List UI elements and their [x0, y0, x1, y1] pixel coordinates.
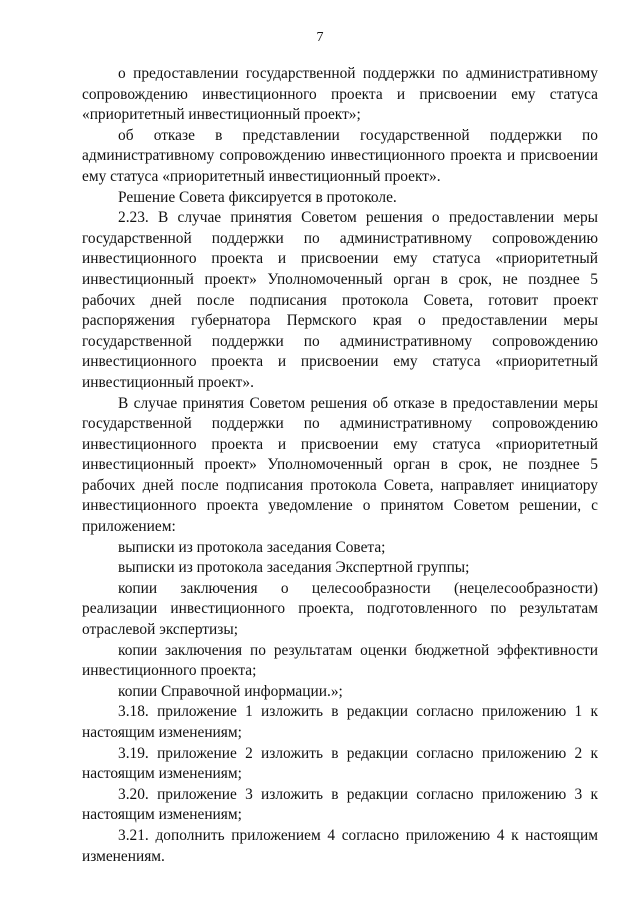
list-item-expert-group-extract: выписки из протокола заседания Экспертной группы; [118, 559, 470, 577]
list-item-feasibility-conclusion: копии заключения о целесообразности (нецелесообразности) реализации инвестиционного проекта, подготовленного по результатам отраслевой экспертизы; [82, 579, 598, 639]
paragraph-3-18: 3.18. приложение 1 изложить в редакции согласно приложению 1 к настоящим изменениям; [82, 703, 598, 741]
list-item-budget-efficiency-conclusion: копии заключения по результатам оценки бюджетной эффективности инвестиционного проекта; [82, 641, 598, 680]
paragraph-3-19: 3.19. приложение 2 изложить в редакции согласно приложению 2 к настоящим изменениям; [82, 744, 598, 783]
paragraph-refusal-decision: об отказе в представлении государственной поддержки по административному сопровождению инвестиционного проекта и присвоении ему статуса «приоритетный инвестиционный проект». [82, 126, 598, 185]
list-item-reference-info: копии Справочной информации.»; [118, 682, 343, 700]
page-number: 7 [316, 30, 324, 45]
list-item-council-extract: выписки из протокола заседания Совета; [118, 538, 386, 556]
paragraph-3-21: 3.21. дополнить приложением 4 согласно приложению 4 к настоящим изменениям. [82, 826, 598, 865]
paragraph-2-23: 2.23. В случае принятия Советом решения о предоставлении меры государственной поддержки по административному сопровождению инвестиционного проекта и присвоении ему статуса «приоритетный инвестиционный проект» Уполномоченный орган в срок, не позднее 5 рабочих дней после подписания протокола Совета, готовит проект распоряжения губернатора Пермского края о предоставлении меры государственной поддержки по административному сопровождению инвестиционного проекта и присвоении ему статуса «приоритетный инвестиционный проект». [82, 209, 598, 391]
paragraph-3-20: 3.20. приложение 3 изложить в редакции согласно приложению 3 к настоящим изменениям; [82, 785, 598, 824]
paragraph-support-decision: о предоставлении государственной поддержки по административному сопровождению инвестиционного проекта и присвоении ему статуса «приоритетный инвестиционный проект»; [82, 65, 598, 124]
paragraph-protocol-record: Решение Совета фиксируется в протоколе. [118, 188, 397, 206]
document-body [82, 64, 598, 867]
paragraph-refusal-notice: В случае принятия Советом решения об отказе в предоставлении меры государственной поддержки по административному сопровождению инвестиционного проекта и присвоении ему статуса «приоритетный инвестиционный проект» Уполномоченный орган в срок, не позднее 5 рабочих дней после подписания протокола Совета, направляет инициатору инвестиционного проекта уведомление о принятом Советом решении, с приложением: [82, 394, 598, 536]
